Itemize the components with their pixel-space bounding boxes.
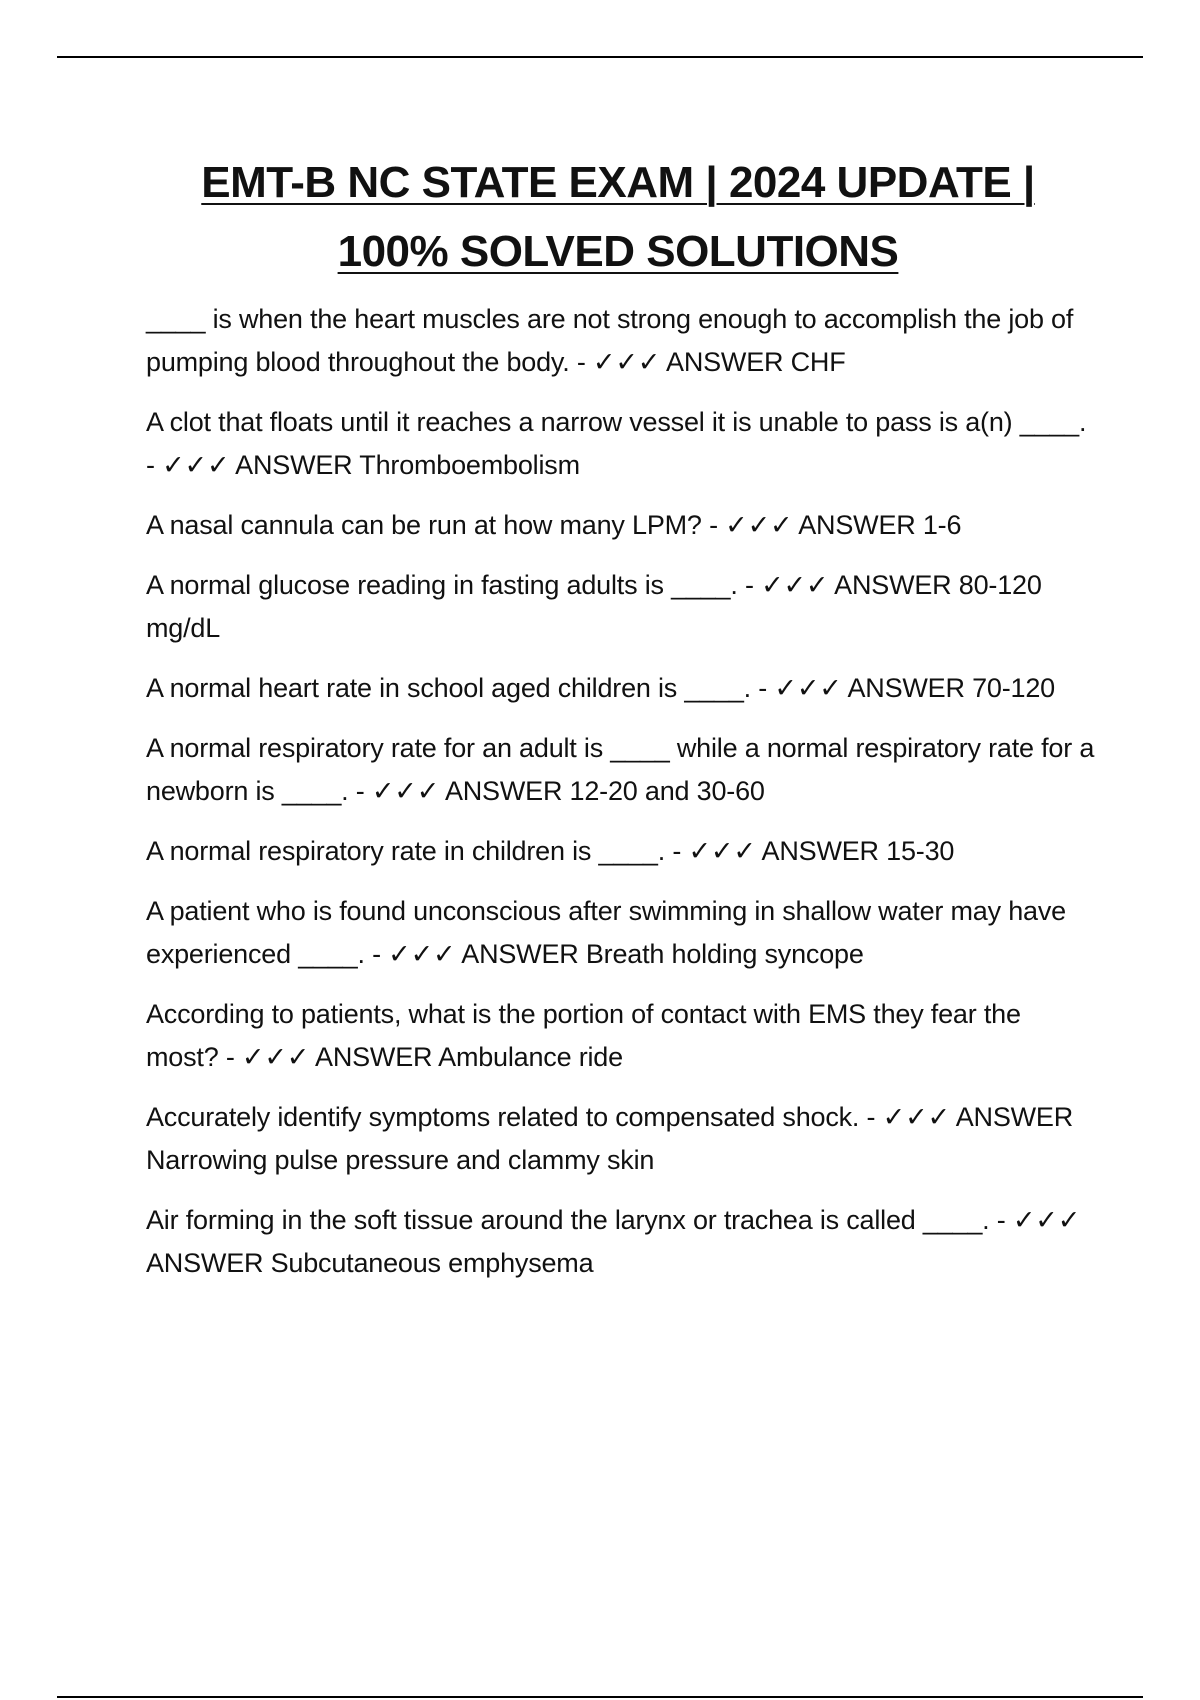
qa-item bbox=[146, 830, 1096, 873]
answer-text: - ✓✓✓ ANSWER 70-120 bbox=[758, 673, 1055, 703]
qa-item bbox=[146, 1199, 1096, 1285]
title-line-1: EMT-B NC STATE EXAM | 2024 UPDATE | bbox=[201, 158, 1035, 207]
question-text: A patient who is found unconscious after swimming in shallow water may have experienced ____. bbox=[146, 896, 1066, 969]
answer-text: - ✓✓✓ ANSWER 12-20 and 30-60 bbox=[355, 776, 765, 806]
answer-text: - ✓✓✓ ANSWER Narrowing pulse pressure and clammy skin bbox=[146, 1102, 1074, 1175]
qa-item bbox=[146, 667, 1096, 710]
question-text: A normal respiratory rate in children is ____. bbox=[146, 836, 666, 866]
title-line-2: 100% SOLVED SOLUTIONS bbox=[337, 227, 899, 276]
qa-item bbox=[146, 504, 1096, 547]
qa-item bbox=[146, 401, 1096, 487]
question-text: A normal respiratory rate for an adult is ____ while a normal respiratory rate for a newborn is ____. bbox=[146, 733, 1095, 806]
question-text: A clot that floats until it reaches a narrow vessel it is unable to pass is a(n) ____. bbox=[146, 407, 1087, 437]
qa-item bbox=[146, 993, 1096, 1079]
answer-text: - ✓✓✓ ANSWER CHF bbox=[576, 347, 846, 377]
qa-item bbox=[146, 727, 1096, 813]
document-title bbox=[146, 148, 1090, 286]
qa-item bbox=[146, 298, 1096, 384]
question-text: Accurately identify symptoms related to compensated shock. bbox=[146, 1102, 860, 1132]
answer-text: - ✓✓✓ ANSWER 15-30 bbox=[672, 836, 955, 866]
qa-item bbox=[146, 564, 1096, 650]
qa-item bbox=[146, 1096, 1096, 1182]
answer-text: - ✓✓✓ ANSWER 1-6 bbox=[709, 510, 962, 540]
top-divider bbox=[57, 56, 1143, 58]
qa-list bbox=[146, 298, 1096, 1302]
bottom-divider bbox=[57, 1696, 1143, 1698]
question-text: Air forming in the soft tissue around the larynx or trachea is called ____. bbox=[146, 1205, 990, 1235]
qa-item bbox=[146, 890, 1096, 976]
answer-text: - ✓✓✓ ANSWER Thromboembolism bbox=[146, 450, 580, 480]
answer-text: - ✓✓✓ ANSWER Ambulance ride bbox=[225, 1042, 623, 1072]
question-text: A nasal cannula can be run at how many LPM? bbox=[146, 510, 702, 540]
question-text: A normal heart rate in school aged children is ____. bbox=[146, 673, 751, 703]
answer-text: - ✓✓✓ ANSWER Breath holding syncope bbox=[372, 939, 864, 969]
question-text: ____ is when the heart muscles are not strong enough to accomplish the job of pumping blood throughout the body. bbox=[146, 304, 1074, 377]
question-text: According to patients, what is the portion of contact with EMS they fear the most? bbox=[146, 999, 1021, 1072]
answer-text: - ✓✓✓ ANSWER 80-120 mg/dL bbox=[146, 570, 1042, 643]
question-text: A normal glucose reading in fasting adults is ____. bbox=[146, 570, 738, 600]
answer-text: - ✓✓✓ ANSWER Subcutaneous emphysema bbox=[146, 1205, 1081, 1278]
